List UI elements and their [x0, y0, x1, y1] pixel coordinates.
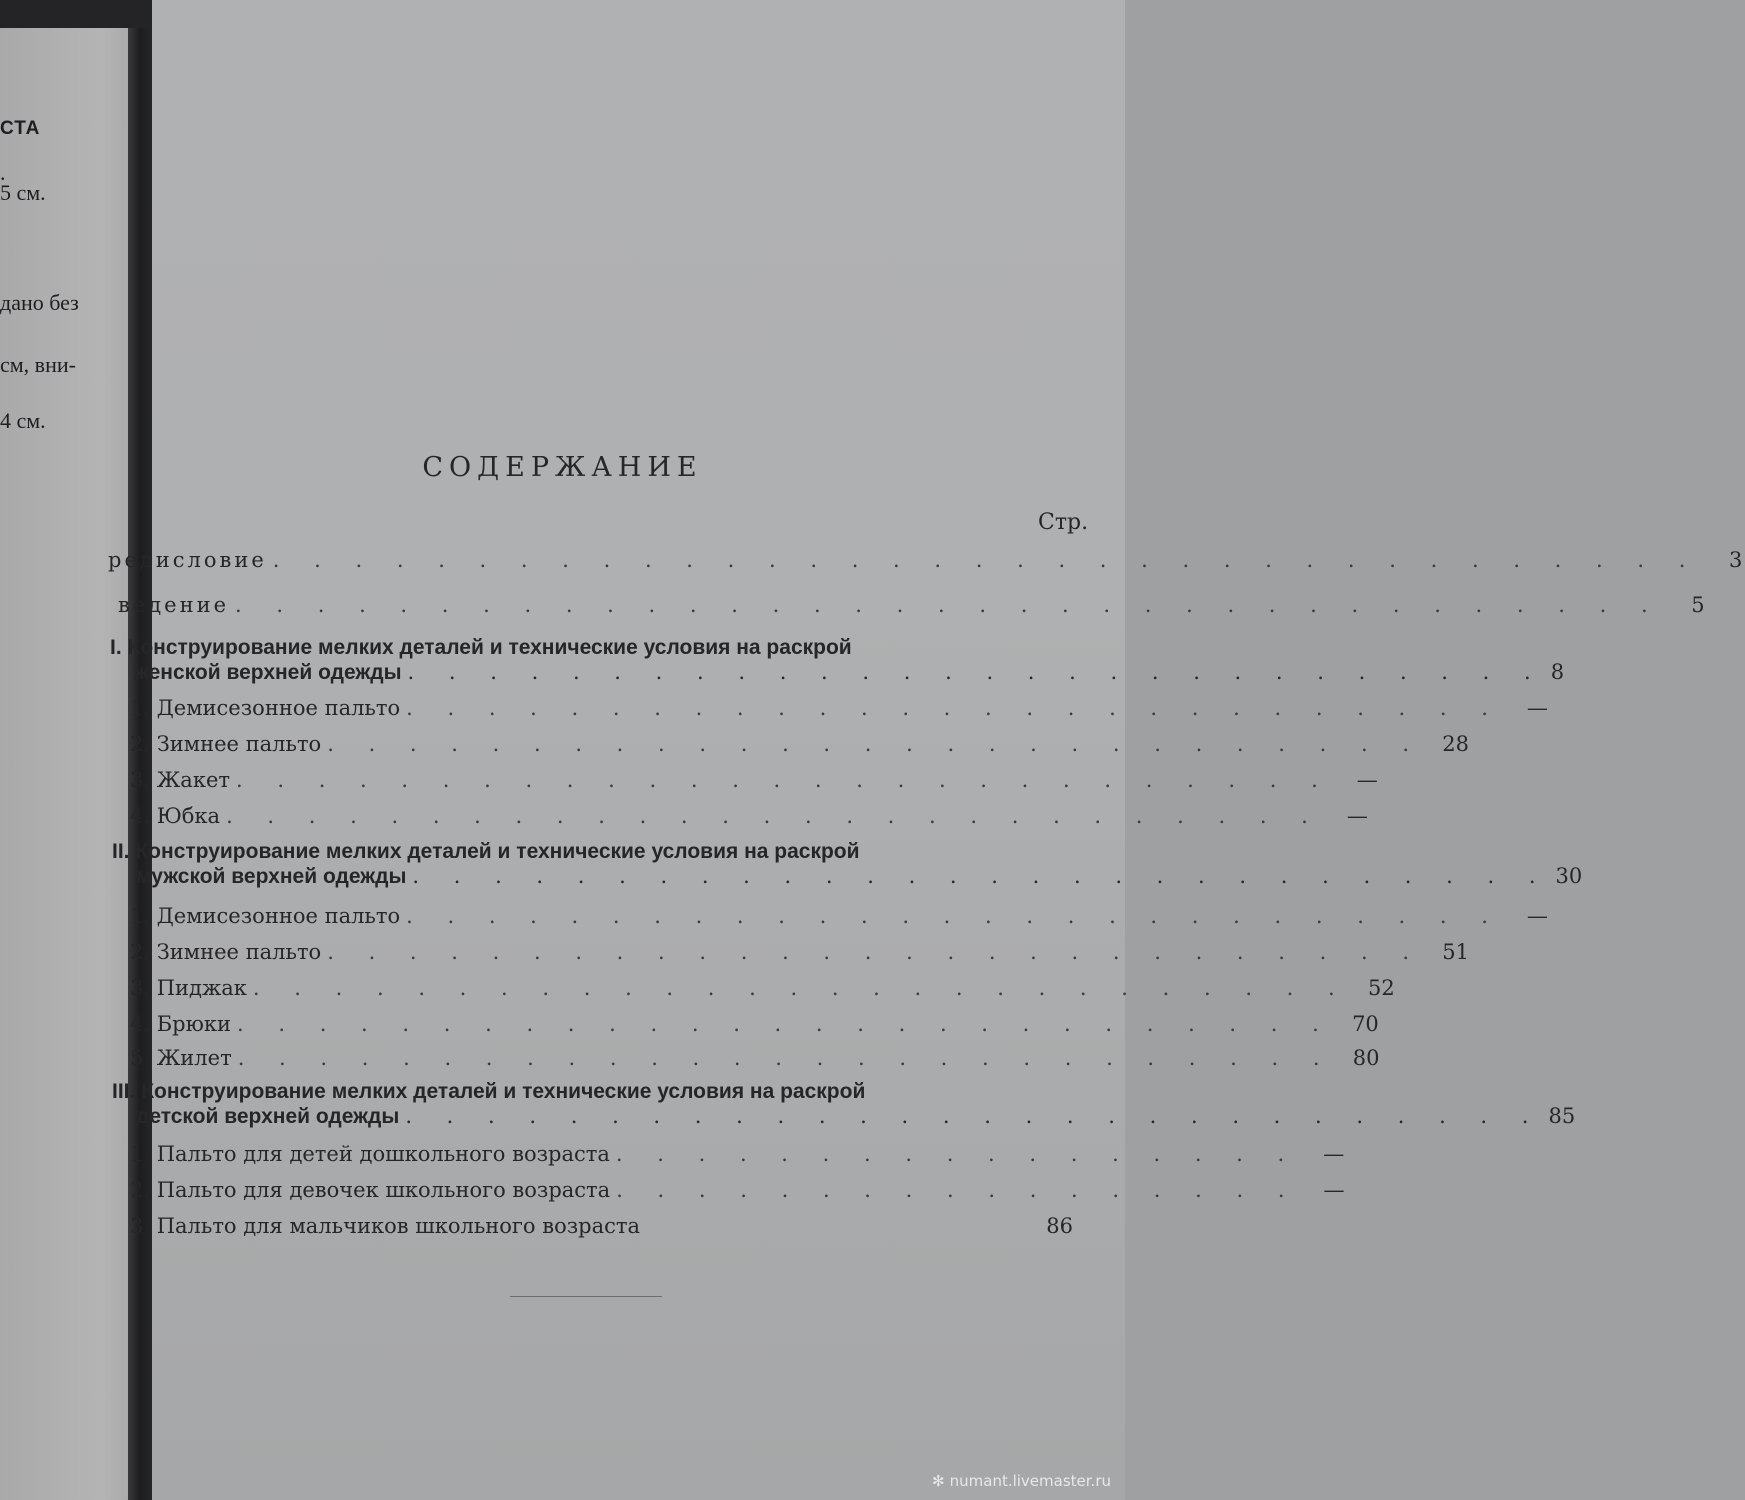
toc-item	[130, 1178, 1345, 1202]
toc-item-page: —	[1356, 768, 1378, 792]
toc-item	[130, 1142, 1345, 1166]
leader-dots: . . . . . . . . . . . . . . . . . . . . . . . . . . .	[252, 976, 1349, 1000]
section-numeral: II.	[112, 840, 130, 863]
snowflake-icon: ✻	[932, 1472, 945, 1490]
section-title-line2: детской верхней одежды	[136, 1105, 400, 1128]
left-fragment: см, вни-	[0, 352, 76, 377]
toc-item	[130, 804, 1368, 828]
toc-item	[130, 904, 1548, 928]
toc-item-page: 86	[1046, 1214, 1073, 1238]
toc-item-page: —	[1526, 696, 1548, 720]
left-fragment: СТА	[0, 118, 41, 139]
watermark-text: numant.livemaster.ru	[949, 1472, 1111, 1490]
leader-dots: . . . . . . . . . . . . . . . . . . . . . . . . . . .	[327, 940, 1424, 964]
toc-item-label: 3. Пиджак	[130, 976, 247, 1000]
leader-dots: . . . . . . . . . . . . . . . . . . . . . . . . . . .	[226, 804, 1322, 828]
toc-item	[130, 1046, 1380, 1070]
leader-dots: . . . . . . . . . . . . . . . . . . . . . . . . . . . .	[405, 1104, 1543, 1128]
toc-item	[130, 768, 1378, 792]
leader-dots: . . . . . . . . . . . . . . . . . . . . . . . . . . . . . . . . . . .	[272, 548, 1700, 572]
toc-item-label: 3. Жакет	[130, 768, 230, 792]
toc-title: СОДЕРЖАНИЕ	[422, 452, 703, 483]
leader-dots: . . . . . . . . . . . . . . . . .	[615, 1142, 1299, 1166]
toc-item	[130, 732, 1470, 756]
toc-entry-page: 5	[1691, 593, 1708, 617]
toc-item-page: 52	[1367, 976, 1395, 1000]
watermark	[932, 1472, 1111, 1490]
left-fragment: .	[0, 160, 6, 185]
toc-section	[110, 636, 1565, 685]
section-page: 85	[1548, 1104, 1576, 1128]
toc-item-label: 4. Юбка	[130, 804, 221, 828]
leader-dots: . . . . . . . . . . . . . . . . . . . . . . . . . . .	[406, 904, 1502, 928]
toc-item-label: 2. Зимнее пальто	[130, 940, 322, 964]
toc-section	[112, 1080, 1576, 1129]
toc-item-label: 4. Брюки	[130, 1012, 231, 1036]
section-page: 8	[1550, 660, 1565, 684]
toc-item	[130, 976, 1395, 1000]
dark-corner	[0, 0, 160, 28]
section-numeral: I.	[110, 636, 122, 659]
toc-item-page: —	[1526, 904, 1548, 928]
section-title-line2: женской верхней одежды	[134, 661, 402, 684]
toc-item-page: 51	[1442, 940, 1470, 964]
toc-entry-label: ведение	[118, 593, 230, 617]
toc-section	[112, 840, 1583, 889]
leader-dots: . . . . . . . . . . . . . . . . . . . . . . . . . . .	[236, 768, 1332, 792]
toc-item-page: 70	[1352, 1012, 1379, 1036]
left-fragment: 5 см.	[0, 180, 46, 205]
toc-item-page: —	[1323, 1178, 1345, 1202]
toc-item-label: 1. Пальто для детей дошкольного возраста	[130, 1142, 610, 1166]
toc-entry-page: 3	[1729, 548, 1745, 572]
toc-item-label: 5. Жилет	[130, 1046, 232, 1070]
toc-item-label: 1. Демисезонное пальто	[130, 904, 401, 928]
leader-dots: . . . . . . . . . . . . . . . . .	[616, 1178, 1299, 1202]
toc-item	[130, 1012, 1379, 1036]
toc-entry-label: редисловие	[108, 548, 267, 572]
leader-dots: . . . . . . . . . . . . . . . . . . . . . . . . . . . .	[407, 660, 1545, 684]
toc-item	[130, 696, 1548, 720]
toc-item-page: 28	[1442, 732, 1470, 756]
toc-item-page: —	[1346, 804, 1368, 828]
section-title-line1: Конструирование мелких деталей и технические условия на раскрой	[141, 1080, 866, 1103]
leader-dots: . . . . . . . . . . . . . . . . . . . . . . . . . . . .	[412, 864, 1550, 888]
section-title-line1: Конструирование мелких деталей и технические условия на раскрой	[135, 840, 860, 863]
page-column-header: Стр.	[1038, 510, 1089, 535]
toc-item-label: 1. Демисезонное пальто	[130, 696, 401, 720]
toc-item-page: 80	[1352, 1046, 1380, 1070]
toc-entry	[108, 548, 1745, 572]
section-title-line1: Конструирование мелких деталей и технические условия на раскрой	[127, 636, 852, 659]
leader-dots: . . . . . . . . . . . . . . . . . . . . . . . . . . .	[237, 1012, 1333, 1036]
toc-item-label: 3. Пальто для мальчиков школьного возраста	[130, 1214, 641, 1238]
left-fragment: 4 см.	[0, 408, 46, 433]
leader-dots: . . . . . . . . . . . . . . . . . . . . . . . . . . .	[406, 696, 1502, 720]
toc-item-page: —	[1323, 1142, 1345, 1166]
toc-item	[130, 940, 1470, 964]
section-title-line2: мужской верхней одежды	[136, 865, 407, 888]
left-fragment: дано без	[0, 290, 79, 315]
separator-line	[510, 1296, 662, 1297]
leader-dots: . . . . . . . . . . . . . . . . . . . . . . . . . . . . . . . . . . .	[235, 593, 1662, 617]
leader-dots: . . . . . . . . . . . . . . . . . . . . . . . . . . .	[327, 732, 1424, 756]
toc-item	[130, 1214, 1073, 1238]
left-page	[0, 0, 145, 1500]
section-numeral: III.	[112, 1080, 136, 1103]
toc-item-label: 2. Пальто для девочек школьного возраста	[130, 1178, 611, 1202]
leader-dots: . . . . . . . . . . . . . . . . . . . . . . . . . . .	[237, 1046, 1334, 1070]
toc-entry	[118, 593, 1708, 617]
section-page: 30	[1555, 864, 1583, 888]
toc-item-label: 2. Зимнее пальто	[130, 732, 322, 756]
